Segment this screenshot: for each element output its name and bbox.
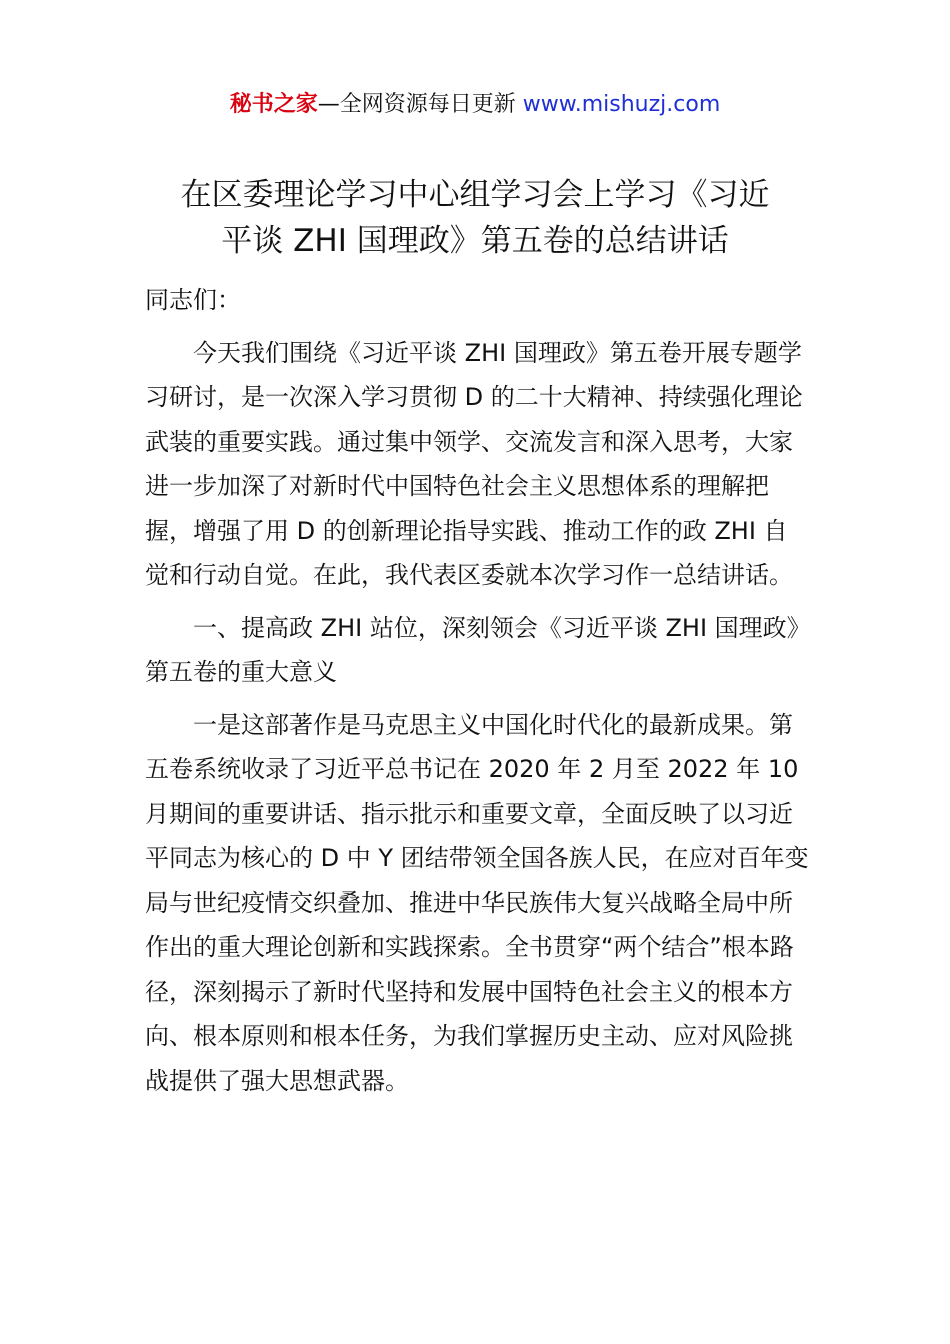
title-line-1: 在区委理论学习中心组学习会上学习《习近 (180, 177, 770, 213)
salutation: 同志们： (145, 286, 241, 314)
title-line-2: 平谈 ZHI 国理政》第五卷的总结讲话 (221, 223, 729, 259)
brand-name: 秘书之家 (229, 92, 318, 117)
body-paragraph: 一是这部著作是马克思主义中国化时代化的最新成果。第五卷系统收录了习近平总书记在 2020 年 2 月至 2022 年 10 月期间的重要讲话、指示批示和重要文章，全面反映了以习近平同志为核心的 D 中 Y 团结带领全国各族人民，在应对百年变局与世纪疫情交织叠加、推进中华民族伟大复兴战略全局中所作出的重大理论创新和实践探索。全书贯穿“两个结合”根本路径，深刻揭示了新时代坚持和发展中国特色社会主义的根本方向、根本原则和根本任务，为我们掌握历史主动、应对风险挑战提供了强大思想武器。 (145, 710, 809, 1095)
document-body (145, 278, 810, 1103)
site-header (0, 88, 950, 122)
document-title (145, 172, 805, 264)
body-paragraph: 今天我们围绕《习近平谈 ZHI 国理政》第五卷开展专题学习研讨，是一次深入学习贯彻 D 的二十大精神、持续强化理论武装的重要实践。通过集中领学、交流发言和深入思考，大家进一步加深了对新时代中国特色社会主义思想体系的理解把握，增强了用 D 的创新理论指导实践、推动工作的政 ZHI 自觉和行动自觉。在此，我代表区委就本次学习作一总结讲话。 (145, 338, 803, 589)
header-tagline: —全网资源每日更新 (317, 92, 516, 117)
site-url-link[interactable]: www.mishuzj.com (522, 92, 721, 117)
section-heading: 一、提高政 ZHI 站位，深刻领会《习近平谈 ZHI 国理政》第五卷的重大意义 (145, 613, 799, 686)
